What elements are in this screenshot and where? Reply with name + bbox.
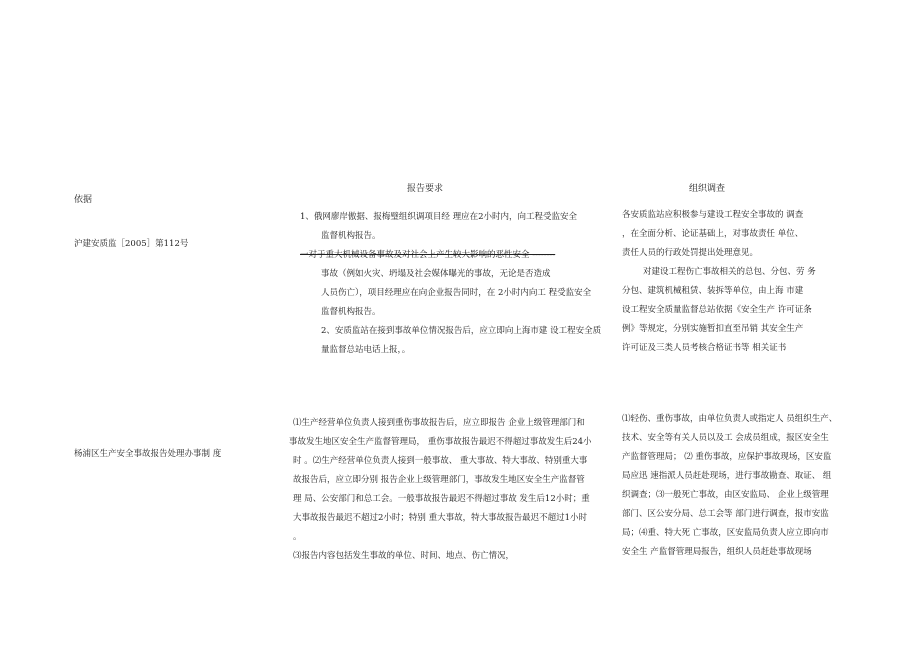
row1-report	[300, 208, 601, 360]
row1-basis: 沪建安质监［2005］第112号	[74, 239, 189, 249]
row1-report-line: 监督机构报告。	[321, 307, 381, 317]
header-report: 报告要求	[407, 184, 444, 194]
row1-investigation-line: 各安质监站应积极参与建设工程安全事故的 调查	[622, 210, 804, 220]
row2-investigation-line: 织调查；⑶一般死亡事故，由区安监局、 企业上级管理	[622, 490, 829, 500]
row1-investigation-line: ，在全面分析、论证基础上，对事故责任 单位、	[622, 229, 804, 239]
row1-investigation	[622, 206, 816, 358]
row1-investigation-line: 设工程安全质量监督总站依据《安全生产 许可证条	[622, 305, 812, 315]
row2-investigation-line: 局；⑷重、特大死 亡事故，区安监局负责人应立即向市	[622, 528, 829, 538]
row1-report-line: 量监督总站电话上报，。	[321, 345, 411, 355]
row2-investigation-line: 部门、区公安分局、总工会等 部门进行调查，报市安监	[622, 509, 829, 519]
header-investigation: 组织调查	[689, 184, 726, 194]
row1-investigation-line: 对建设工程伤亡事故相关的总包、分包、劳 务	[643, 267, 816, 277]
row2-investigation-line: 局应迅 速指派人员赶赴现场，进行事故勘查、取证、 组	[622, 471, 832, 481]
header-basis: 依据	[74, 195, 93, 205]
row2-report-line: 理 局、公安部门和总工会。一般事故报告最迟不得超过事故 发生后12小时；重	[293, 494, 590, 504]
row1-report-line: 事故（例如火灾、坍塌及社会媒体曝光的事故，无论是否造成	[321, 269, 551, 279]
row2-report-line: 故报告后，应立即分别 报告企业上级管理部门，事故发生地区安全生产监督管	[293, 475, 585, 485]
row1-investigation-line: 例》等规定，分别实施暂扣直至吊销 其安全生产	[622, 324, 804, 334]
row2-investigation-line: 产监督管理局； ⑵ 重伤事故，应保护事故现场，区安监	[622, 452, 832, 462]
row1-report-line: 2、安质监站在接到事故单位情况报告后，应立即向上海市建 设工程安全质	[321, 326, 602, 336]
row2-investigation	[622, 410, 837, 562]
row2-report-line: ⑶报告内容包括发生事故的单位、时间、地点、伤亡情况，	[293, 551, 515, 561]
row1-report-line: 人员伤亡），项目经理应在向企业报告同时，在 2小时内向工 程受监安全	[321, 288, 592, 298]
row2-report-line: ⑴生产经营单位负责人接到重伤事故报告后，应立即报告 企业上级管理部门和	[293, 418, 585, 428]
row2-report-line: 事故发生地区安全生产监督管理局， 重伤事故报告最迟不得超过事故发生后24小	[289, 437, 592, 447]
row2-report-line: 时 。⑵生产经营单位负责人接到一般事故、 重大事故、特大事故、特别重大事	[293, 456, 588, 466]
row2-report-line: 。	[293, 532, 302, 542]
row2-investigation-line: ⑴轻伤、重伤事故，由单位负责人或指定人 员组织生产、	[622, 414, 838, 424]
row2-basis: 杨浦区生产安全事故报告处理办事制 度	[74, 449, 222, 459]
row2-report	[289, 414, 592, 566]
row1-investigation-line: 分包、建筑机械租赁、装拆等单位，由上海 市建	[622, 286, 804, 296]
row1-report-line: 1、俄网廖岸傲据、报梅璧组织调项目经 理应在2小时内，向工程受监安全	[300, 212, 578, 222]
row1-report-line: 监督机构报告。	[321, 231, 381, 241]
row2-investigation-line: 技术、安全等有关人员以及工 会成员组成，报区安全生	[622, 433, 829, 443]
row2-investigation-line: 安全生 产监督管理局报告，组织人员赶赴事故现场	[622, 547, 812, 557]
row1-report-line: 一对于重大机械设备事故及对社会上产生较大影响的恶性安全 --------	[300, 250, 556, 260]
row1-investigation-line: 许可证及三类人员考核合格证书等 相关证书	[622, 343, 787, 353]
row1-investigation-line: 责任人员的行政处罚提出处理意见。	[622, 248, 759, 258]
row2-report-line: 大事故报告最迟不超过2小时；特别 重大事故，特大事故报告最迟不超过1小时	[293, 513, 588, 523]
